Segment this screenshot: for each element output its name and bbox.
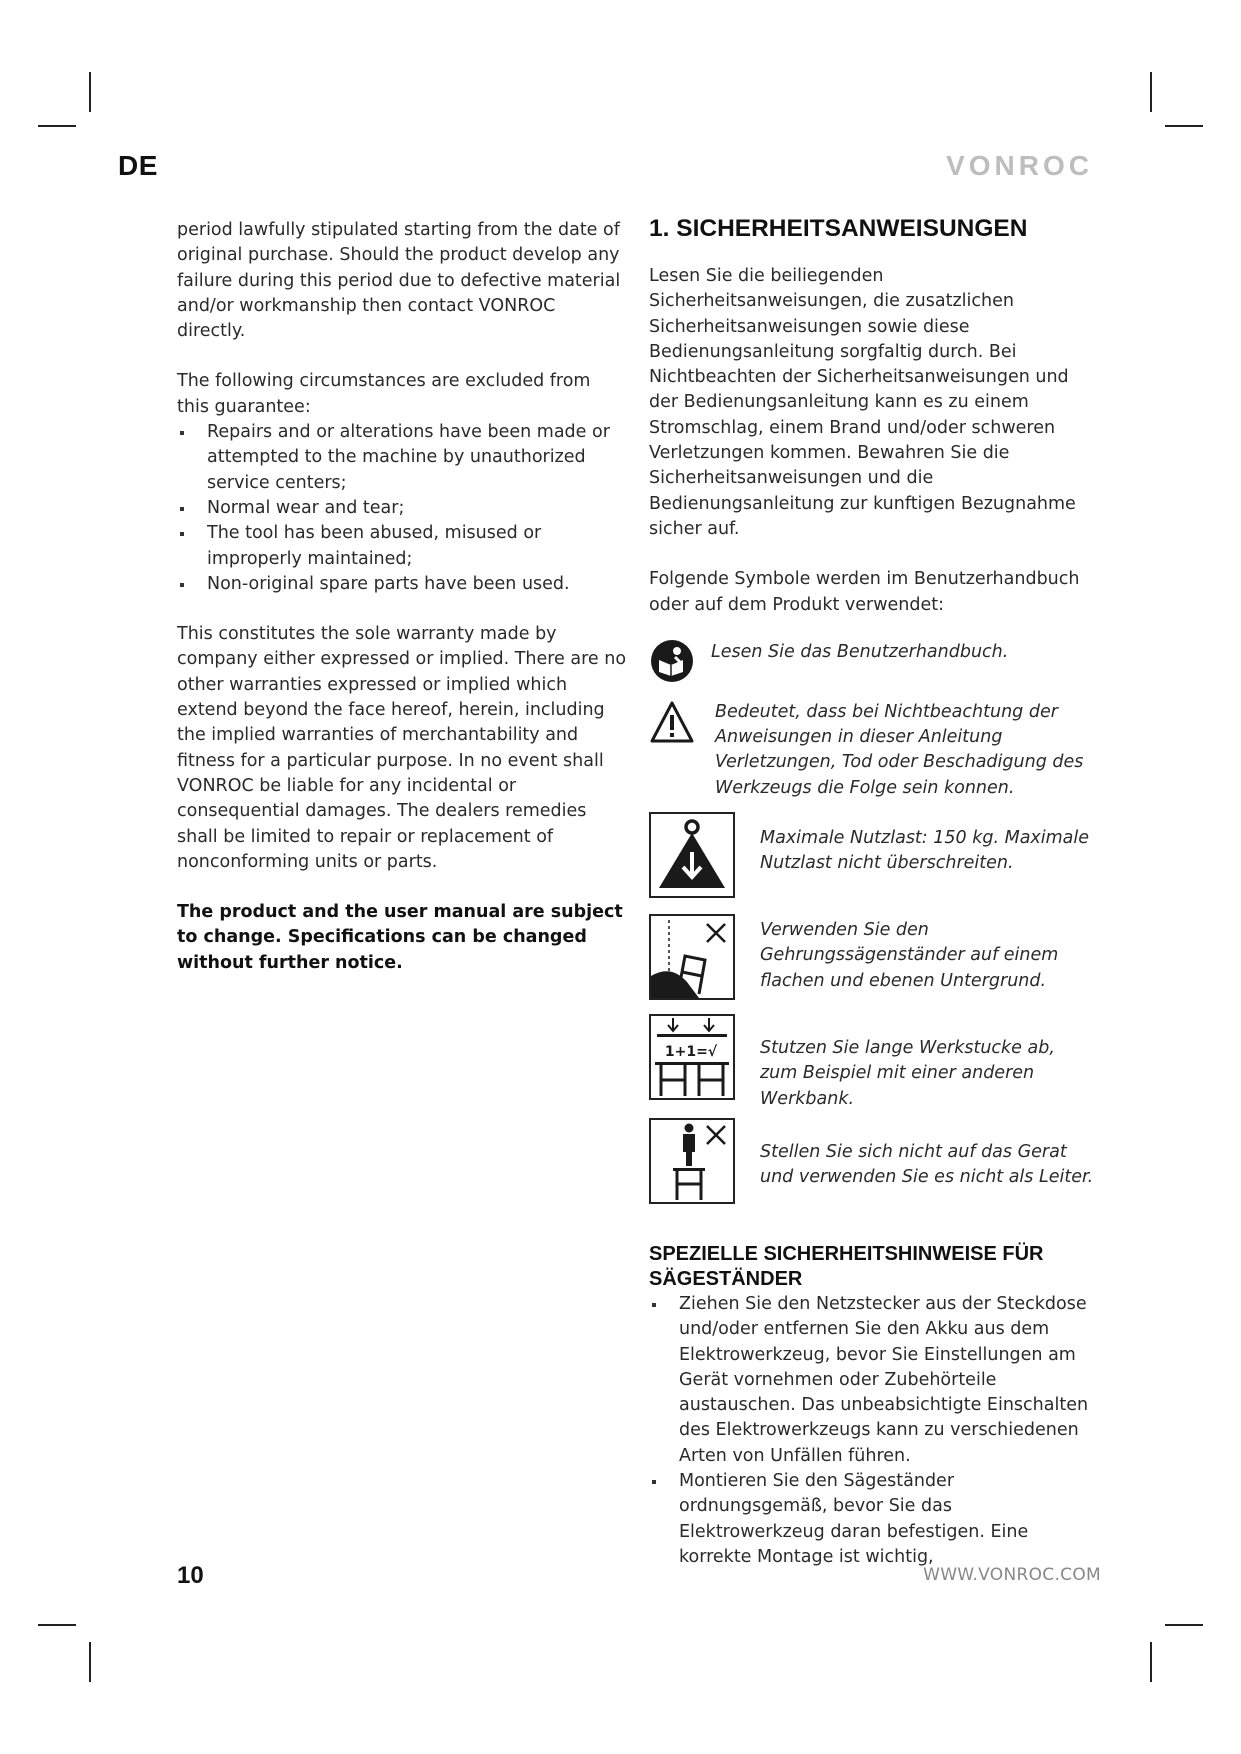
symbol-row xyxy=(649,1014,1097,1112)
sole-warranty-paragraph: This constitutes the sole warranty made by company either expressed or implied. There are no other warranties expressed or implied which extend beyond the face hereof, herein, including the implied warranties of merchantability and fitness for a particular purpose. In no event shall VONROC be liable for any incidental or consequential damages. The dealers remedies shall be limited to repair or replacement of nonconforming units or parts. xyxy=(177,624,627,872)
crop-mark xyxy=(1165,125,1203,127)
exclusions-list xyxy=(177,420,627,597)
symbol-text: Verwenden Sie den Gehrungssägenständer auf einem flachen und ebenen Untergrund. xyxy=(760,920,1059,991)
symbol-text: Maximale Nutzlast: 150 kg. Maximale Nutzlast nicht überschreiten. xyxy=(760,828,1090,874)
crop-mark xyxy=(89,1642,91,1682)
right-column xyxy=(649,215,1097,1570)
symbol-text: Stutzen Sie lange Werkstucke ab, zum Beispiel mit einer anderen Werkbank. xyxy=(760,1038,1055,1109)
crop-mark xyxy=(38,125,76,127)
list-item: Repairs and or alterations have been made or attempted to the machine by unauthorized service centers; xyxy=(177,420,627,496)
exclusions-intro: The following circumstances are excluded from this guarantee: xyxy=(177,371,591,417)
crop-mark xyxy=(1165,1624,1203,1626)
special-safety-list xyxy=(649,1292,1097,1570)
flat-surface-icon xyxy=(649,914,735,1000)
list-item: Normal wear and tear; xyxy=(177,496,627,521)
symbol-text: Bedeutet, dass bei Nichtbeachtung der Anweisungen in dieser Anleitung Verletzungen, Tod oder Beschadigung des Werkzeugs die Folge sein konnen. xyxy=(715,701,1084,798)
change-notice: The product and the user manual are subject to change. Specifications can be changed without further notice. xyxy=(177,902,623,973)
list-item: Montieren Sie den Sägeständer ordnungsgemäß, bevor Sie das Elektrowerkzeug daran befestigen. Eine korrekte Montage ist wichtig, xyxy=(649,1469,1097,1570)
read-manual-icon xyxy=(649,638,711,684)
crop-mark xyxy=(89,72,91,112)
symbol-row xyxy=(649,638,1097,684)
crop-mark xyxy=(38,1624,76,1626)
warranty-period-paragraph: period lawfully stipulated starting from the date of original purchase. Should the product develop any failure during this period due to defective material and/or workmanship then contact VONROC directly. xyxy=(177,220,621,342)
special-safety-heading: SPEZIELLE SICHERHEITSHINWEISE FÜR SÄGESTÄNDER xyxy=(649,1242,1044,1290)
symbol-text: Stellen Sie sich nicht auf das Gerat und verwenden Sie es nicht als Leiter. xyxy=(760,1141,1094,1188)
symbol-row xyxy=(649,812,1097,898)
language-tag: DE xyxy=(118,150,158,181)
crop-mark xyxy=(1150,1642,1152,1682)
section-title: 1. SICHERHEITSANWEISUNGEN xyxy=(649,215,1028,242)
page-number: 10 xyxy=(177,1562,204,1589)
left-column xyxy=(177,218,627,976)
no-standing-icon xyxy=(649,1118,735,1204)
symbol-row xyxy=(649,914,1097,1000)
list-item: Ziehen Sie den Netzstecker aus der Steckdose und/oder entfernen Sie den Akku aus dem Elektrowerkzeug, bevor Sie Einstellungen am Gerät vornehmen oder Zubehörteile austauschen. Das unbeabsichtigte Einschalten des Elektrowerkzeugs kann zu verschiedenen Arten von Unfällen führen. xyxy=(649,1292,1097,1469)
website-url: WWW.VONROC.COM xyxy=(923,1565,1101,1585)
symbol-row xyxy=(649,700,1097,801)
warning-triangle-icon xyxy=(649,700,711,744)
list-item: The tool has been abused, misused or improperly maintained; xyxy=(177,521,627,572)
sum-label: 1+1=√ xyxy=(664,1044,718,1061)
support-workpiece-icon xyxy=(649,1014,735,1100)
safety-intro-paragraph: Lesen Sie die beiliegenden Sicherheitsanweisungen, die zusatzlichen Sicherheitsanweisungen sowie diese Bedienungsanleitung sorgfaltig durch. Bei Nichtbeachten der Sicherheitsanweisungen und der Bedienungsanleitung kann es zu einem Stromschlag, einem Brand und/oder schweren Verletzungen kommen. Bewahren Sie die Sicherheitsanweisungen und die Bedienungsanleitung zur kunftigen Bezugnahme sicher auf. xyxy=(649,266,1076,539)
max-load-icon xyxy=(649,812,735,898)
symbol-text: Lesen Sie das Benutzerhandbuch. xyxy=(711,641,1009,662)
crop-mark xyxy=(1150,72,1152,112)
list-item: Non-original spare parts have been used. xyxy=(177,572,627,597)
symbol-row xyxy=(649,1118,1097,1204)
brand-logo: VONROC xyxy=(946,150,1093,181)
symbols-intro: Folgende Symbole werden im Benutzerhandbuch oder auf dem Produkt verwendet: xyxy=(649,569,1080,615)
